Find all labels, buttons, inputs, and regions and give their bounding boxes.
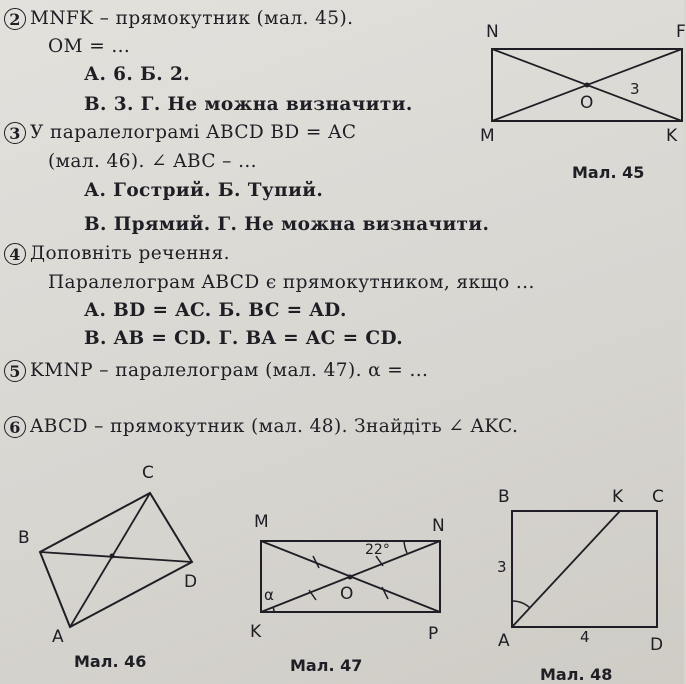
label-m-47: M — [254, 512, 269, 532]
angle-bak-arc — [512, 601, 530, 608]
label-p-47: P — [428, 624, 439, 644]
label-c-46: C — [142, 463, 154, 483]
figure-45-caption: Мал. 45 — [572, 163, 645, 182]
label-c-48: C — [652, 487, 664, 507]
label-a-46: A — [52, 627, 64, 647]
problem-number-3: 3 — [4, 122, 26, 144]
angle-22-label: 22° — [365, 542, 390, 558]
rectangle-abcd — [512, 511, 657, 627]
label-n-47: N — [432, 516, 445, 536]
problem-number-6: 6 — [4, 416, 26, 438]
length-label-ad: 4 — [580, 628, 590, 646]
problem-4-statement: 4 Доповніть речення. — [4, 243, 230, 265]
problem-5-statement: 5 KMNP – паралелограм (мал. 47). α = ... — [4, 360, 428, 382]
problem-2-statement: 2 MNFK – прямокутник (мал. 45). — [4, 8, 353, 30]
label-a-48: A — [498, 631, 510, 651]
problem-2-question: OM = ... — [48, 36, 131, 57]
label-k-48: K — [612, 487, 624, 507]
figure-47-caption: Мал. 47 — [290, 656, 363, 675]
problem-3-question: (мал. 46). ∠ ABC – ... — [48, 151, 257, 172]
problem-number-4: 4 — [4, 243, 26, 265]
label-f-45: F — [676, 22, 686, 42]
segment-ak — [512, 511, 620, 627]
problem-2-options-row-1: А. 6. Б. 2. — [84, 64, 191, 85]
figure-48-caption: Мал. 48 — [540, 665, 613, 684]
problem-3-options-row-2: В. Прямий. Г. Не можна визначити. — [84, 214, 490, 235]
length-label-45: 3 — [630, 80, 640, 98]
problem-6-statement: 6 ABCD – прямокутник (мал. 48). Знайдіть ∠ AKC. — [4, 416, 518, 438]
problem-3-statement: 3 У паралелограмі ABCD BD = AC — [4, 122, 356, 144]
label-m-45: M — [480, 126, 495, 146]
problem-4-options-row-2: В. AB = CD. Г. BA = AC = CD. — [84, 328, 404, 349]
problem-3-options-row-1: А. Гострий. Б. Тупий. — [84, 180, 324, 201]
problem-4-options-row-1: А. BD = AC. Б. BC = AD. — [84, 300, 347, 321]
length-label-ab: 3 — [497, 558, 507, 576]
label-n-45: N — [486, 22, 499, 42]
problem-2-options-row-2: В. 3. Г. Не можна визначити. — [84, 94, 413, 115]
problem-number-2: 2 — [4, 8, 26, 30]
problem-number-5: 5 — [4, 360, 26, 382]
label-k-47: K — [250, 622, 262, 642]
label-b-46: B — [18, 528, 30, 548]
label-o-47: O — [340, 584, 354, 604]
label-o-45: O — [580, 93, 594, 113]
label-k-45: K — [666, 126, 678, 146]
label-d-48: D — [650, 635, 664, 655]
angle-alpha-label: α — [264, 586, 274, 604]
label-b-48: B — [498, 487, 510, 507]
problem-4-question: Паралелограм ABCD є прямокутником, якщо ... — [48, 272, 535, 293]
figure-46-caption: Мал. 46 — [74, 652, 147, 671]
label-d-46: D — [184, 572, 198, 592]
